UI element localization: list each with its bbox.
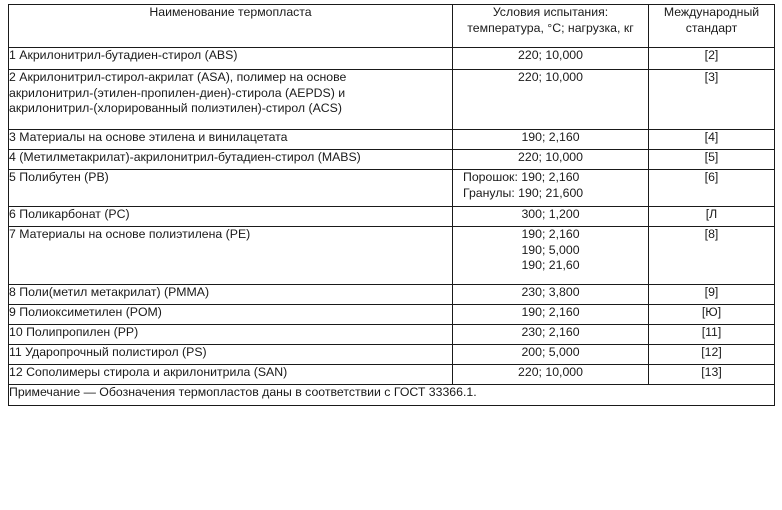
text-line: Наименование термопласта bbox=[149, 5, 312, 19]
text-line: Гранулы: 190; 21,600 bbox=[463, 185, 584, 200]
text-line: 12 Сополимеры стирола и акрилонитрила (SAN) bbox=[9, 365, 288, 379]
cell-test-conditions bbox=[453, 48, 649, 70]
text-line: 10 Полипропилен (PP) bbox=[9, 325, 139, 339]
cell-international-standard: [8] bbox=[649, 227, 775, 285]
text-line: 11 Ударопрочный полистирол (PS) bbox=[9, 345, 207, 359]
cell-test-conditions bbox=[453, 345, 649, 365]
text-line: 220; 10,000 bbox=[518, 70, 583, 84]
table-header bbox=[9, 5, 775, 48]
text-line: Порошок: 190; 2,160 bbox=[463, 170, 580, 184]
cell-international-standard: [11] bbox=[649, 325, 775, 345]
table-header-row bbox=[9, 5, 775, 48]
cell-international-standard: [2] bbox=[649, 48, 775, 70]
text-line: 190; 2,160 bbox=[521, 130, 580, 144]
table-footer bbox=[9, 385, 775, 406]
cell-test-conditions bbox=[453, 227, 649, 285]
cell-test-conditions bbox=[453, 285, 649, 305]
cell-thermoplastic-name bbox=[9, 70, 453, 130]
cell-thermoplastic-name bbox=[9, 130, 453, 150]
text-line: 300; 1,200 bbox=[521, 207, 580, 221]
cell-international-standard: [13] bbox=[649, 365, 775, 385]
table-row bbox=[9, 305, 775, 325]
table-row bbox=[9, 70, 775, 130]
table-row bbox=[9, 207, 775, 227]
cell-thermoplastic-name bbox=[9, 365, 453, 385]
text-line: 190; 2,160 bbox=[521, 227, 580, 241]
table-row bbox=[9, 48, 775, 70]
text-line: 1 Акрилонитрил-бутадиен-стирол (ABS) bbox=[9, 48, 238, 62]
cell-test-conditions bbox=[453, 207, 649, 227]
table-row bbox=[9, 227, 775, 285]
cell-test-conditions bbox=[453, 150, 649, 170]
cell-test-conditions bbox=[453, 325, 649, 345]
text-line: 190; 21,60 bbox=[521, 258, 580, 272]
text-line: акрилонитрил-(этилен-пропилен-диен)-стирола (AEPDS) и bbox=[9, 85, 346, 100]
text-line: 190; 2,160 bbox=[521, 305, 580, 319]
table-row bbox=[9, 325, 775, 345]
cell-international-standard: [6] bbox=[649, 170, 775, 207]
text-line: температура, °С; нагрузка, кг bbox=[467, 20, 634, 35]
cell-international-standard: [Л bbox=[649, 207, 775, 227]
thermoplastics-test-conditions-table bbox=[8, 4, 775, 406]
cell-thermoplastic-name bbox=[9, 48, 453, 70]
cell-test-conditions bbox=[453, 365, 649, 385]
cell-test-conditions bbox=[453, 70, 649, 130]
text-line: 9 Полиоксиметилен (POM) bbox=[9, 305, 162, 319]
text-line: 200; 5,000 bbox=[521, 345, 580, 359]
text-line: стандарт bbox=[685, 20, 738, 35]
cell-international-standard: [12] bbox=[649, 345, 775, 365]
text-line: 230; 3,800 bbox=[521, 285, 580, 299]
table-body bbox=[9, 48, 775, 385]
thermoplastics-table-container bbox=[8, 4, 774, 406]
cell-test-conditions bbox=[453, 130, 649, 150]
text-line: 190; 5,000 bbox=[521, 242, 580, 257]
cell-thermoplastic-name bbox=[9, 227, 453, 285]
cell-thermoplastic-name bbox=[9, 207, 453, 227]
table-row bbox=[9, 365, 775, 385]
note-row bbox=[9, 385, 775, 406]
cell-test-conditions bbox=[453, 305, 649, 325]
table-row bbox=[9, 285, 775, 305]
text-line: 4 (Метилметакрилат)-акрилонитрил-бутадиен-стирол (MABS) bbox=[9, 150, 361, 164]
text-line: 8 Поли(метил метакрилат) (PMMA) bbox=[9, 285, 210, 299]
text-line: 2 Акрилонитрил-стирол-акрилат (ASA), полимер на основе bbox=[9, 70, 347, 84]
table-note: Примечание — Обозначения термопластов даны в соответствии с ГОСТ 33366.1. bbox=[9, 385, 775, 406]
cell-thermoplastic-name bbox=[9, 325, 453, 345]
cell-international-standard: [9] bbox=[649, 285, 775, 305]
column-header-international-standard bbox=[649, 5, 775, 48]
table-row bbox=[9, 130, 775, 150]
column-header-test-conditions bbox=[453, 5, 649, 48]
text-line: 220; 10,000 bbox=[518, 150, 583, 164]
cell-thermoplastic-name bbox=[9, 305, 453, 325]
cell-international-standard: [4] bbox=[649, 130, 775, 150]
text-line: 220; 10,000 bbox=[518, 365, 583, 379]
cell-thermoplastic-name bbox=[9, 285, 453, 305]
cell-international-standard: [3] bbox=[649, 70, 775, 130]
text-line: 220; 10,000 bbox=[518, 48, 583, 62]
text-line: 7 Материалы на основе полиэтилена (PE) bbox=[9, 227, 251, 241]
table-row bbox=[9, 345, 775, 365]
text-line: 5 Полибутен (PB) bbox=[9, 170, 109, 184]
cell-thermoplastic-name bbox=[9, 150, 453, 170]
cell-international-standard: [5] bbox=[649, 150, 775, 170]
text-line: Условия испытания: bbox=[492, 5, 609, 19]
column-header-thermoplastic-name bbox=[9, 5, 453, 48]
cell-thermoplastic-name bbox=[9, 170, 453, 207]
table-row bbox=[9, 150, 775, 170]
text-line: 6 Поликарбонат (PC) bbox=[9, 207, 130, 221]
text-line: 3 Материалы на основе этилена и винилацетата bbox=[9, 130, 288, 144]
text-line: 230; 2,160 bbox=[521, 325, 580, 339]
cell-test-conditions bbox=[453, 170, 649, 207]
text-line: Международный bbox=[663, 5, 760, 19]
cell-international-standard: [Ю] bbox=[649, 305, 775, 325]
table-row bbox=[9, 170, 775, 207]
cell-thermoplastic-name bbox=[9, 345, 453, 365]
text-line: акрилонитрил-(хлорированный полиэтилен)-стирол (ACS) bbox=[9, 101, 342, 115]
